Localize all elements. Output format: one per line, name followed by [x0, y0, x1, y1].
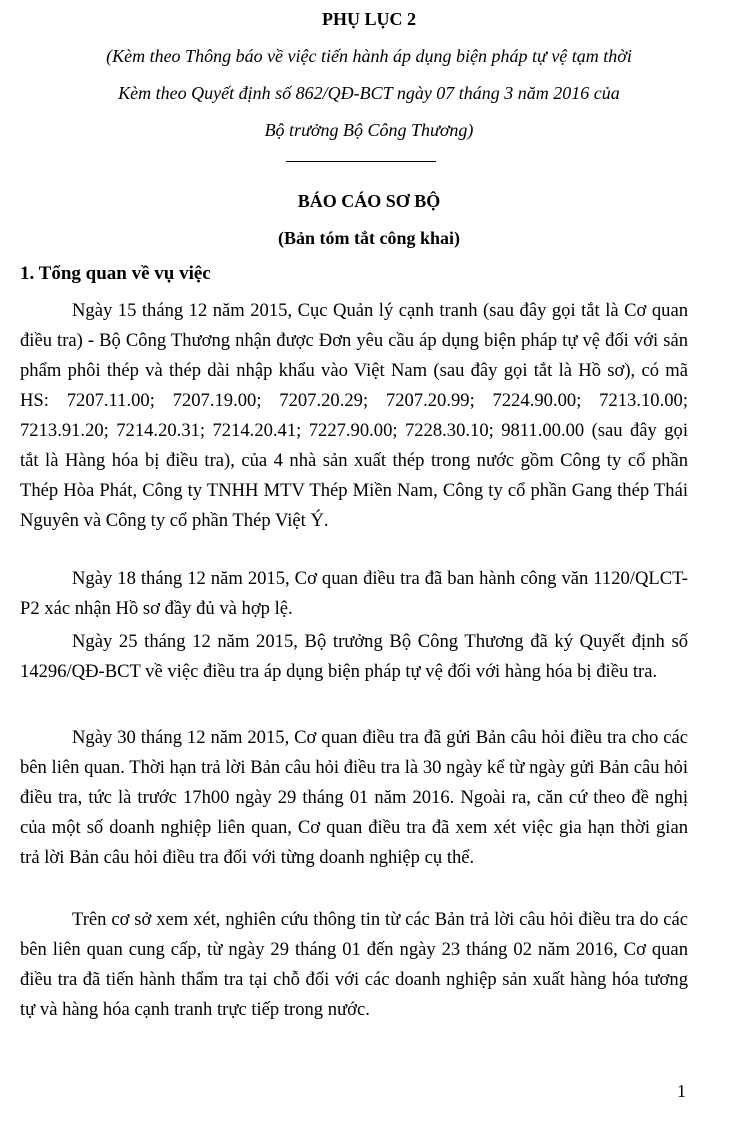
paragraph-1: Ngày 15 tháng 12 năm 2015, Cục Quản lý cạnh tranh (sau đây gọi tắt là Cơ quan điều tra) - Bộ Công Thương nhận được Đơn yêu cầu áp dụng biện pháp tự vệ đối với sản phẩm phôi thép và thép dài nhập khẩu vào Việt Nam (sau đây gọi tắt là Hồ sơ), có mã HS: 7207.11.00; 7207.19.00; 7207.20.29; 7207.20.99; 7224.90.00; 7213.10.00; 7213.91.20; 7214.20.31; 7214.20.41; 7227.90.00; 7228.30.10; 9811.00.00 (sau đây gọi tắt là Hàng hóa bị điều tra), của 4 nhà sản xuất thép trong nước gồm Công ty cổ phần Thép Hòa Phát, Công ty TNHH MTV Thép Miền Nam, Công ty cổ phần Gang thép Thái Nguyên và Công ty cổ phần Thép Việt Ý.: [20, 300, 688, 531]
appendix-subtitle-line-3: Bộ trưởng Bộ Công Thương): [264, 120, 474, 140]
section-heading: 1. Tổng quan về vụ việc: [20, 263, 211, 284]
paragraph-5: Trên cơ sở xem xét, nghiên cứu thông tin từ các Bản trả lời câu hỏi điều tra do các bên liên quan cung cấp, từ ngày 29 tháng 01 đến ngày 23 tháng 02 năm 2016, Cơ quan điều tra đã tiến hành thẩm tra tại chỗ đối với các doanh nghiệp sản xuất hàng hóa tương tự và hàng hóa cạnh tranh trực tiếp trong nước.: [20, 909, 688, 1020]
appendix-subtitle-line-1: (Kèm theo Thông báo về việc tiến hành áp dụng biện pháp tự vệ tạm thời: [106, 46, 632, 66]
appendix-title: PHỤ LỤC 2: [322, 9, 416, 29]
paragraph-4: Ngày 30 tháng 12 năm 2015, Cơ quan điều tra đã gửi Bản câu hỏi điều tra cho các bên liên quan. Thời hạn trả lời Bản câu hỏi điều tra là 30 ngày kể từ ngày gửi Bản câu hỏi điều tra, tức là trước 17h00 ngày 29 tháng 01 năm 2016. Ngoài ra, căn cứ theo đề nghị của một số doanh nghiệp liên quan, Cơ quan điều tra đã xem xét việc gia hạn thời gian trả lời Bản câu hỏi điều tra đối với từng doanh nghiệp cụ thể.: [20, 727, 688, 868]
page-number: 1: [677, 1081, 686, 1101]
report-subtitle: (Bản tóm tắt công khai): [277, 228, 460, 248]
appendix-subtitle-line-2: Kèm theo Quyết định số 862/QĐ-BCT ngày 07 tháng 3 năm 2016 của: [118, 83, 620, 103]
paragraph-2: Ngày 18 tháng 12 năm 2015, Cơ quan điều tra đã ban hành công văn 1120/QLCT-P2 xác nhận Hồ sơ đầy đủ và hợp lệ.: [20, 568, 688, 619]
header-divider: [286, 161, 436, 162]
report-title: BÁO CÁO SƠ BỘ: [297, 191, 441, 211]
paragraph-3: Ngày 25 tháng 12 năm 2015, Bộ trưởng Bộ Công Thương đã ký Quyết định số 14296/QĐ-BCT về việc điều tra áp dụng biện pháp tự vệ đối với hàng hóa bị điều tra.: [20, 631, 688, 682]
